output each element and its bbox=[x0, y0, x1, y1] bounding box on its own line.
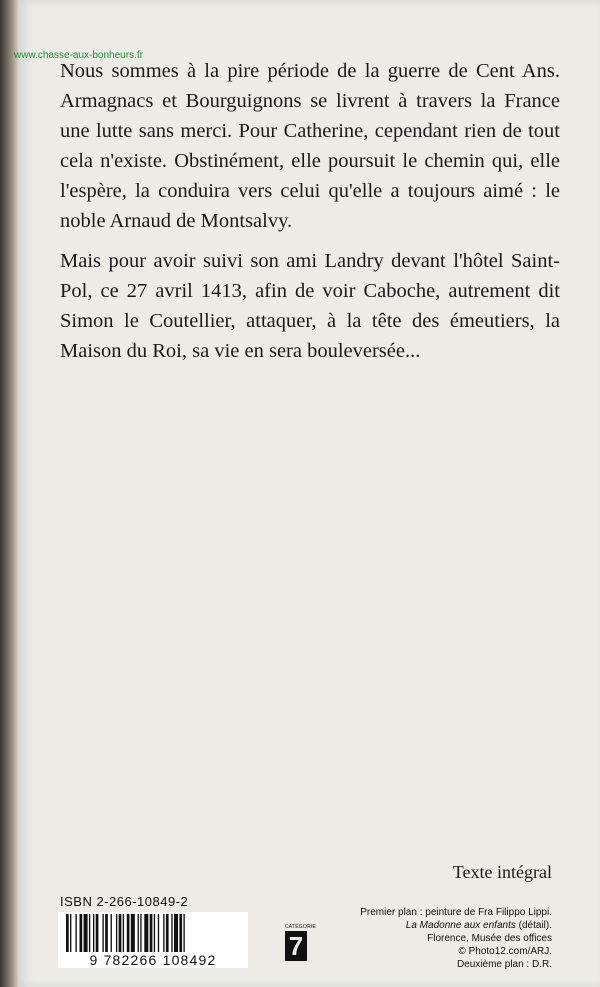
barcode-bar bbox=[150, 914, 153, 954]
barcode-bar bbox=[174, 914, 178, 954]
barcode-bar bbox=[75, 914, 76, 954]
credit-detail: (détail). bbox=[515, 920, 552, 931]
barcode-bar bbox=[127, 914, 130, 954]
category-badge bbox=[285, 924, 316, 962]
texte-integral-label: Texte intégral bbox=[452, 862, 552, 882]
watermark: www.chasse-aux-bonheurs.fr bbox=[14, 50, 143, 61]
credit-line-2 bbox=[312, 919, 552, 932]
barcode-bars bbox=[64, 914, 242, 954]
barcode-bar bbox=[131, 914, 135, 954]
category-number: 7 bbox=[285, 931, 307, 961]
barcode-bar bbox=[154, 914, 155, 954]
barcode-bar bbox=[80, 914, 83, 954]
barcode-bar bbox=[102, 914, 103, 954]
barcode-bar bbox=[158, 914, 159, 954]
barcode-bar bbox=[140, 914, 141, 954]
barcode-bar bbox=[66, 914, 69, 954]
book-spine-edge bbox=[0, 0, 18, 987]
barcode-bar bbox=[179, 914, 182, 954]
barcode-bar bbox=[105, 914, 108, 954]
blurb-paragraph-2: Mais pour avoir suivi son ami Landry devant l'hôtel Saint-Pol, ce 27 avril 1413, afin de voir Caboche, autrement dit Simon le Coutellier, attaquer, à la tête des émeutiers, la Maison du Roi, sa vie en sera bouleversée... bbox=[60, 250, 560, 362]
barcode-bar bbox=[96, 914, 99, 954]
barcode-bar bbox=[89, 914, 90, 954]
blurb-text bbox=[60, 56, 560, 376]
barcode-bar bbox=[93, 914, 94, 954]
image-credits bbox=[312, 906, 552, 971]
credit-line-3: Florence, Musée des offices bbox=[427, 933, 552, 944]
credit-line-4: © Photo12.com/ARJ. bbox=[458, 946, 552, 957]
barcode-bar bbox=[171, 914, 172, 954]
credit-artwork-title: La Madonne aux enfants bbox=[405, 920, 516, 931]
barcode-bar bbox=[123, 914, 124, 954]
category-label: CATÉGORIE bbox=[285, 924, 316, 930]
isbn: ISBN 2-266-10849-2 bbox=[60, 894, 189, 909]
barcode-bar bbox=[163, 914, 164, 954]
barcode bbox=[58, 912, 248, 968]
blurb-paragraph-1: Nous sommes à la pire période de la guerre de Cent Ans. Armagnacs et Bourguignons se livrent à travers la France une lutte sans merci. Pour Catherine, cependant rien de tout cela n'existe. Obstinément, elle poursuit le chemin qui, elle l'espère, la conduira vers celui qu'elle a toujours aimé : le noble Arnaud de Montsalvy. bbox=[60, 60, 560, 232]
credit-line-5: Deuxième plan : D.R. bbox=[456, 959, 552, 970]
barcode-bar bbox=[70, 914, 71, 954]
barcode-bar bbox=[111, 914, 112, 954]
barcode-bar bbox=[183, 914, 184, 954]
barcode-bar bbox=[116, 914, 117, 954]
barcode-bar bbox=[138, 914, 139, 954]
barcode-bar bbox=[144, 914, 148, 954]
credit-line-1: Premier plan : peinture de Fra Filippo Lippi. bbox=[360, 907, 552, 918]
barcode-bar bbox=[84, 914, 88, 954]
barcode-bar bbox=[166, 914, 169, 954]
barcode-digits: 9 782266 108492 bbox=[58, 952, 248, 968]
barcode-bar bbox=[119, 914, 122, 954]
